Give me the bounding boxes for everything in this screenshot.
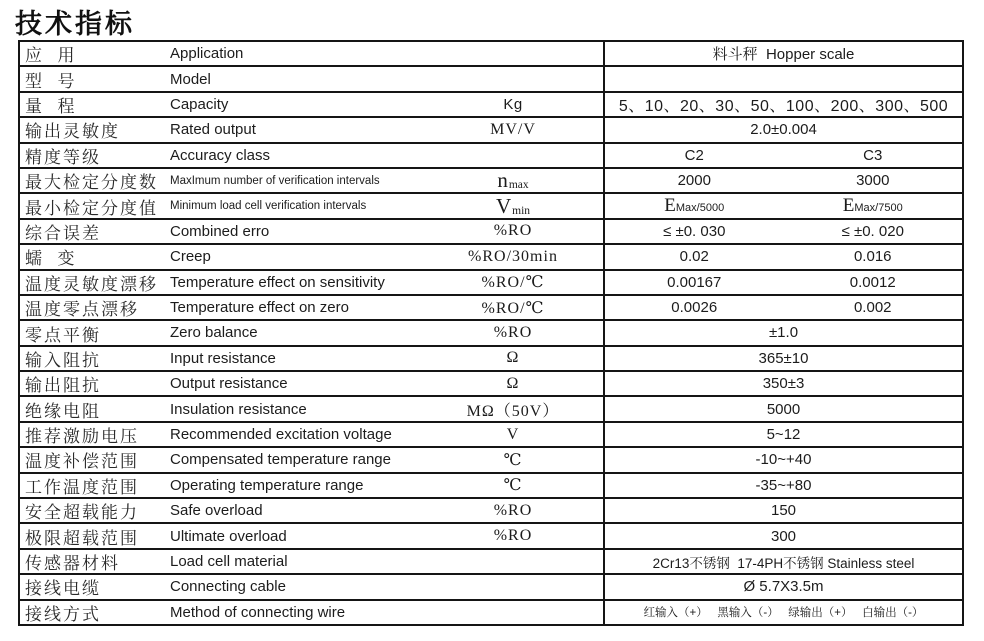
- row-value: 2Cr13不锈钢 17-4PH不锈钢 Stainless steel: [652, 555, 915, 571]
- row-left-cell: [20, 220, 605, 243]
- row-unit: ℃: [503, 451, 523, 469]
- row-value-c2: 0.0026: [671, 299, 718, 317]
- row-label-zh: 最小检定分度值: [25, 198, 158, 218]
- row-value-c2: 0.02: [679, 248, 709, 266]
- row-value-c3: 0.002: [853, 299, 892, 317]
- row-label-en: Input resistance: [170, 349, 276, 367]
- row-label-zh: 温度零点漂移: [25, 300, 139, 320]
- row-label-en: Model: [170, 70, 211, 88]
- table-row: [20, 601, 962, 624]
- row-value-cell: [605, 474, 962, 497]
- row-left-cell: [20, 524, 605, 547]
- row-value: 300: [770, 527, 797, 545]
- row-left-cell: [20, 144, 605, 167]
- row-value-cell: [605, 321, 962, 344]
- table-row: [20, 347, 962, 372]
- table-row: [20, 42, 962, 67]
- table-row: [20, 271, 962, 296]
- row-label-en: Minimum load cell verification intervals: [170, 200, 367, 213]
- row-unit: MΩ（50V）: [466, 402, 560, 420]
- row-value: 365±10: [758, 349, 809, 367]
- row-value-cell: [605, 524, 962, 547]
- table-row: [20, 372, 962, 397]
- table-row: [20, 448, 962, 473]
- row-label-zh: 绝缘电阻: [25, 401, 101, 421]
- row-value: 5000: [766, 400, 801, 418]
- table-row: [20, 245, 962, 270]
- row-label-en: Operating temperature range: [170, 476, 364, 494]
- row-label-zh: 输出灵敏度: [25, 122, 120, 142]
- row-unit: Ω: [506, 349, 520, 367]
- row-value-cell: [605, 296, 962, 319]
- table-row: [20, 194, 962, 219]
- row-label-zh: 工作温度范围: [25, 477, 139, 497]
- row-value-c2: ≤ ±0. 030: [663, 222, 726, 240]
- row-unit: [423, 194, 603, 219]
- value-main: E: [842, 195, 855, 217]
- table-row: [20, 67, 962, 92]
- table-row: [20, 118, 962, 143]
- row-label-en: Temperature effect on zero: [170, 299, 349, 317]
- row-left-cell: [20, 575, 605, 598]
- row-value-cell: [605, 169, 962, 192]
- table-row: [20, 93, 962, 118]
- row-left-cell: [20, 448, 605, 471]
- row-value: 料斗秤 Hopper scale: [712, 46, 855, 64]
- table-row: [20, 499, 962, 524]
- row-label-en: Ultimate overload: [170, 527, 287, 545]
- row-value-c3: ≤ ±0. 020: [841, 222, 904, 240]
- row-value-cell: [605, 144, 962, 167]
- row-label-en: Compensated temperature range: [170, 451, 391, 469]
- row-unit: MV/V: [490, 120, 536, 138]
- row-label-zh: 输入阻抗: [25, 350, 101, 370]
- row-value: 红输入（+） 黑输入（-） 绿输出（+） 白输出（-）: [643, 607, 924, 620]
- row-label-zh: 零点平衡: [25, 325, 101, 345]
- row-value-c2: 2000: [677, 172, 711, 190]
- row-label-zh: 传感器材料: [25, 554, 120, 574]
- row-left-cell: [20, 423, 605, 446]
- row-value: -10~+40: [755, 451, 812, 469]
- row-unit: %RO/℃: [481, 274, 545, 292]
- row-label-en: Temperature effect on sensitivity: [170, 273, 385, 291]
- row-label-zh: 输出阻抗: [25, 376, 101, 396]
- table-row: [20, 321, 962, 346]
- row-label-zh: 精度等级: [25, 147, 101, 167]
- row-value-cell: [605, 372, 962, 395]
- unit-sub: min: [512, 204, 531, 217]
- row-label-zh: 温度灵敏度漂移: [25, 274, 158, 294]
- row-left-cell: [20, 271, 605, 294]
- row-left-cell: [20, 474, 605, 497]
- row-value: 5~12: [766, 426, 801, 444]
- row-value-cell: [605, 575, 962, 598]
- row-unit: %RO: [493, 527, 533, 545]
- table-row: [20, 397, 962, 422]
- row-value-cell: [605, 194, 962, 217]
- row-left-cell: [20, 194, 605, 217]
- row-value-cell: [605, 601, 962, 624]
- unit-sub: max: [508, 179, 529, 192]
- row-label-zh: 应 用: [25, 46, 77, 66]
- row-value-cell: [605, 245, 962, 268]
- value-sub: Max/5000: [675, 202, 725, 215]
- row-value: 350±3: [762, 375, 805, 393]
- row-left-cell: [20, 93, 605, 116]
- row-unit: %RO: [493, 222, 533, 240]
- row-value-c2: [605, 195, 784, 217]
- table-row: [20, 220, 962, 245]
- table-row: [20, 296, 962, 321]
- table-row: [20, 423, 962, 448]
- row-value-c3: 0.0012: [849, 273, 896, 291]
- row-value-cell: [605, 93, 962, 116]
- row-label-en: Combined erro: [170, 222, 270, 240]
- row-value: 150: [770, 502, 797, 520]
- row-label-en: Zero balance: [170, 324, 258, 342]
- row-label-zh: 推荐激励电压: [25, 427, 139, 447]
- row-label-en: Safe overload: [170, 502, 263, 520]
- row-left-cell: [20, 245, 605, 268]
- row-value-cell: [605, 271, 962, 294]
- row-value-cell: [605, 118, 962, 141]
- row-label-en: Insulation resistance: [170, 400, 307, 418]
- row-label-zh: 温度补偿范围: [25, 452, 139, 472]
- row-label-zh: 接线电缆: [25, 579, 101, 599]
- row-label-en: MaxImum number of verification intervals: [170, 174, 380, 187]
- page-title: 技术指标: [15, 9, 135, 39]
- row-label-zh: 型 号: [25, 71, 77, 91]
- row-label-zh: 蠕 变: [25, 249, 77, 269]
- row-unit: %RO: [493, 323, 533, 341]
- row-value-c3: 0.016: [853, 248, 892, 266]
- unit-main: V: [495, 193, 513, 218]
- unit-main: n: [497, 168, 509, 193]
- row-label-en: Method of connecting wire: [170, 603, 346, 621]
- table-row: [20, 474, 962, 499]
- row-unit: V: [506, 425, 520, 443]
- row-value-c2: C2: [684, 146, 704, 164]
- table-row: [20, 550, 962, 575]
- row-left-cell: [20, 550, 605, 573]
- row-label-en: Load cell material: [170, 553, 288, 570]
- row-label-en: Accuracy class: [170, 146, 271, 164]
- row-label-en: Capacity: [170, 95, 229, 113]
- row-unit: Kg: [503, 95, 523, 113]
- row-left-cell: [20, 372, 605, 395]
- row-label-en: Output resistance: [170, 375, 288, 393]
- row-value-cell: [605, 499, 962, 522]
- row-value: 5、10、20、30、50、100、200、300、500: [618, 97, 949, 115]
- row-left-cell: [20, 67, 605, 90]
- value-sub: Max/7500: [854, 202, 903, 215]
- row-label-en: Recommended excitation voltage: [170, 426, 392, 444]
- row-label-en: Application: [170, 45, 244, 63]
- row-value-cell: [605, 220, 962, 243]
- row-value: Ø 5.7X3.5m: [743, 578, 824, 596]
- table-row: [20, 575, 962, 600]
- row-left-cell: [20, 42, 605, 65]
- row-value-c3: 3000: [856, 172, 890, 190]
- row-value-cell: [605, 397, 962, 420]
- row-left-cell: [20, 321, 605, 344]
- row-label-zh: 量 程: [25, 96, 77, 116]
- row-unit: %RO/30min: [468, 247, 558, 265]
- row-label-zh: 极限超载范围: [25, 528, 139, 548]
- row-value-cell: [605, 42, 962, 65]
- row-value-cell: [605, 67, 962, 90]
- row-unit: %RO: [493, 501, 533, 519]
- table-row: [20, 524, 962, 549]
- row-label-en: Rated output: [170, 121, 256, 139]
- row-value: ±1.0: [768, 324, 799, 342]
- value-main: E: [664, 195, 676, 217]
- row-unit: Ω: [506, 374, 520, 392]
- row-label-zh: 接线方式: [25, 604, 101, 624]
- row-unit: ℃: [503, 477, 523, 495]
- row-left-cell: [20, 499, 605, 522]
- row-value-cell: [605, 448, 962, 471]
- row-left-cell: [20, 118, 605, 141]
- row-label-zh: 综合误差: [25, 223, 101, 243]
- row-left-cell: [20, 601, 605, 624]
- row-left-cell: [20, 169, 605, 192]
- row-left-cell: [20, 397, 605, 420]
- table-row: [20, 169, 962, 194]
- row-value: 2.0±0.004: [750, 121, 817, 139]
- table-row: [20, 144, 962, 169]
- row-value-c3: C3: [863, 146, 883, 164]
- row-left-cell: [20, 296, 605, 319]
- row-value-c2: 0.00167: [667, 273, 722, 291]
- row-value-c3: [784, 195, 963, 217]
- row-label-en: Connecting cable: [170, 578, 286, 596]
- row-value-cell: [605, 347, 962, 370]
- row-unit: [423, 168, 603, 193]
- row-value-cell: [605, 423, 962, 446]
- row-unit: %RO/℃: [481, 299, 545, 317]
- row-value-cell: [605, 550, 962, 573]
- row-label-en: Creep: [170, 248, 211, 266]
- spec-table: [18, 40, 964, 626]
- row-value: -35~+80: [755, 476, 812, 494]
- row-left-cell: [20, 347, 605, 370]
- row-label-zh: 安全超载能力: [25, 503, 139, 523]
- row-label-zh: 最大检定分度数: [25, 173, 158, 193]
